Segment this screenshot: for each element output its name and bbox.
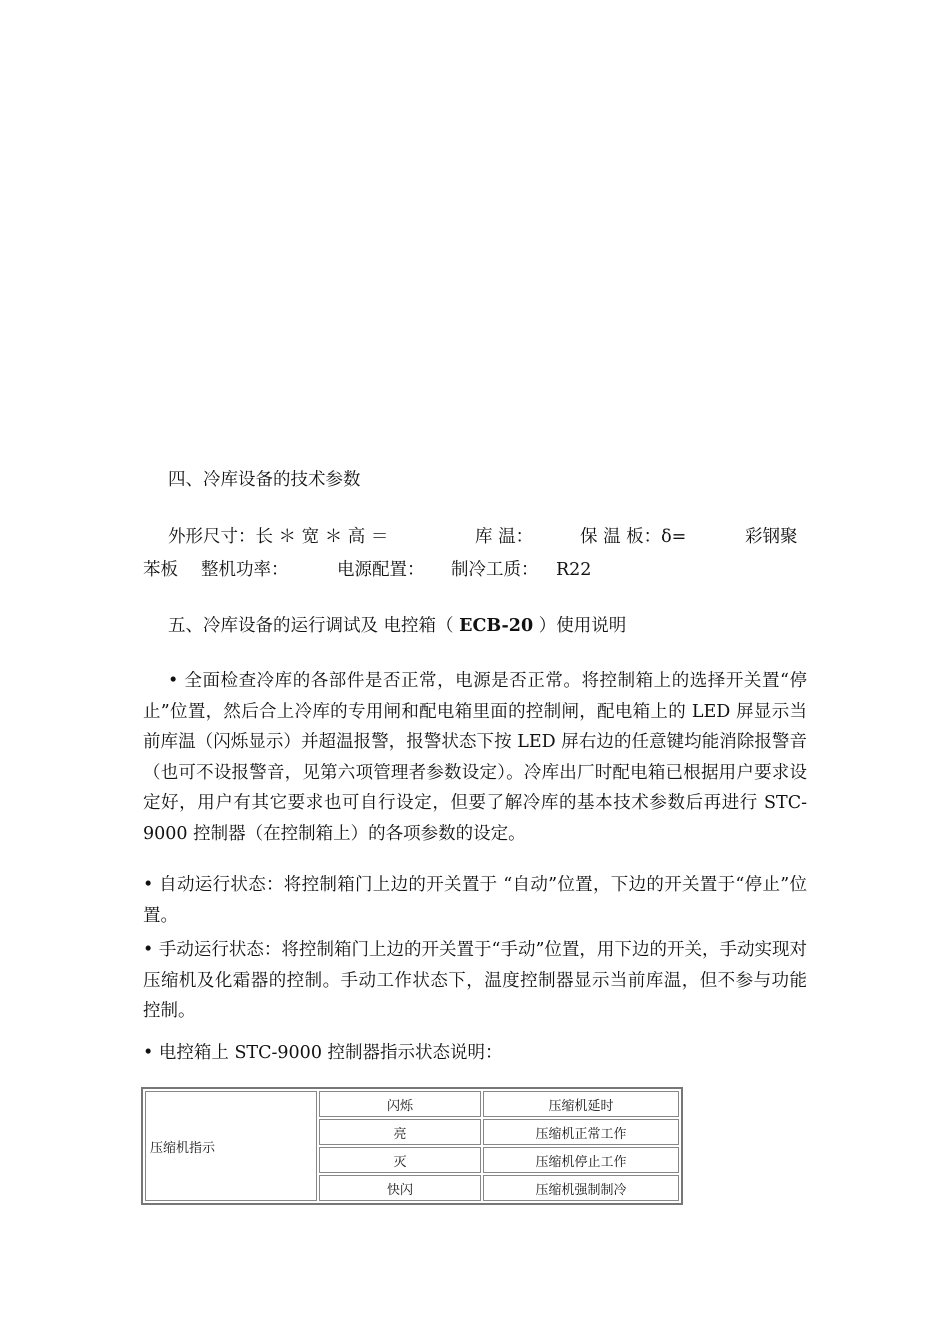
spec-line-1 bbox=[168, 527, 807, 547]
group-label-cell: 压缩机指示 bbox=[145, 1091, 317, 1201]
state-cell: 亮 bbox=[319, 1119, 481, 1145]
meaning-cell: 压缩机强制制冷 bbox=[483, 1175, 679, 1201]
section-5-title: 五、冷库设备的运行调试及 电控箱（ ECB-20 ）使用说明 bbox=[168, 616, 627, 636]
bullet-auto-mode: • 自动运行状态：将控制箱门上边的开关置于 “自动”位置，下边的开关置于“停止”位置。 bbox=[143, 875, 807, 926]
model-number: ECB-20 bbox=[459, 616, 534, 636]
bullet-manual-mode: • 手动运行状态：将控制箱门上边的开关置于“手动”位置，用下边的开关，手动实现对压缩机及化霜器的控制。手动工作状态下，温度控制器显示当前库温，但不参与功能控制。 bbox=[143, 940, 807, 1021]
spec-power-supply: 电源配置： bbox=[337, 560, 425, 580]
meaning-cell: 压缩机正常工作 bbox=[483, 1119, 679, 1145]
bullet-controller-status: • 电控箱上 STC-9000 控制器指示状态说明： bbox=[143, 1043, 503, 1063]
state-cell: 灭 bbox=[319, 1147, 481, 1173]
state-cell: 快闪 bbox=[319, 1175, 481, 1201]
spec-dimensions: 外形尺寸：长 ＊ 宽 ＊ 高 ＝ bbox=[168, 527, 389, 547]
section-4-title: 四、冷库设备的技术参数 bbox=[168, 470, 361, 490]
spec-total-power: 整机功率： bbox=[201, 560, 289, 580]
meaning-cell: 压缩机延时 bbox=[483, 1091, 679, 1117]
bullet-inspection: • 全面检查冷库的各部件是否正常，电源是否正常。将控制箱上的选择开关置“停止”位置，然后合上冷库的专用闸和配电箱里面的控制闸，配电箱上的 LED 屏显示当前库温（闪烁显示）并超温报警，报警状态下按 LED 屏右边的任意键均能消除报警音（也可不设报警音，见第六项管理者参数设定）。冷库出厂时配电箱已根据用户要求设定好，用户有其它要求也可自行设定，但要了解冷库的基本技术参数后再进行 STC-9000 控制器（在控制箱上）的各项参数的设定。 bbox=[143, 671, 807, 844]
meaning-cell: 压缩机停止工作 bbox=[483, 1147, 679, 1173]
spec-insulation-board: 保 温 板：δ= bbox=[580, 527, 687, 547]
spec-storage-temp: 库 温： bbox=[475, 527, 534, 547]
compressor-indicator-table bbox=[141, 1087, 683, 1205]
state-cell: 闪烁 bbox=[319, 1091, 481, 1117]
table-row bbox=[145, 1091, 679, 1117]
spec-refrigerant-value: R22 bbox=[556, 560, 592, 580]
spec-color-steel: 彩钢聚 bbox=[745, 527, 798, 547]
spec-line-2 bbox=[143, 560, 807, 580]
spec-polystyrene: 苯板 bbox=[143, 560, 178, 580]
spec-refrigerant-label: 制冷工质： bbox=[451, 560, 539, 580]
